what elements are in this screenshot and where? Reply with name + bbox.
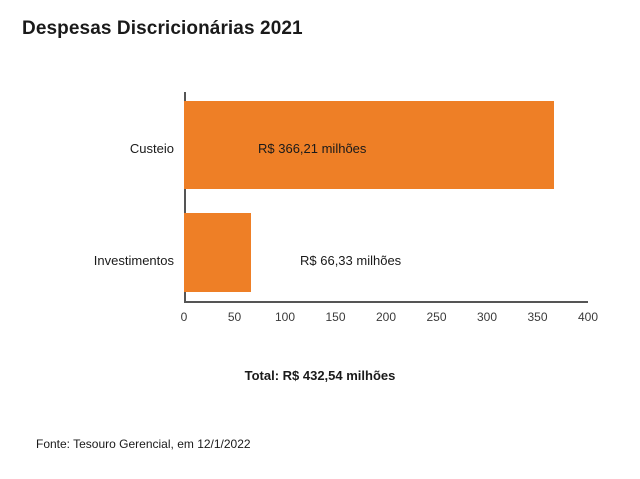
x-tick-label: 250 — [426, 310, 447, 324]
x-tick-label: 0 — [180, 310, 188, 324]
bar-investimentos — [184, 213, 251, 292]
x-tick-label: 50 — [227, 310, 242, 324]
x-tick-label: 350 — [527, 310, 548, 324]
source-note: Fonte: Tesouro Gerencial, em 12/1/2022 — [36, 437, 251, 451]
x-axis-line — [184, 301, 588, 303]
category-label-investimentos: Investimentos — [93, 253, 174, 268]
x-tick-label: 300 — [476, 310, 498, 324]
x-tick-label: 400 — [577, 310, 599, 324]
value-label-investimentos: R$ 66,33 milhões — [300, 253, 402, 268]
x-tick-label: 200 — [375, 310, 397, 324]
chart-title: Despesas Discricionárias 2021 — [22, 18, 303, 39]
x-tick-label: 100 — [274, 310, 296, 324]
plot-area — [184, 92, 588, 301]
bar-custeio — [184, 101, 554, 189]
category-label-custeio: Custeio — [129, 141, 174, 156]
value-label-custeio: R$ 366,21 milhões — [258, 141, 367, 156]
total-label: Total: R$ 432,54 milhões — [244, 368, 396, 383]
x-tick-label: 150 — [325, 310, 346, 324]
